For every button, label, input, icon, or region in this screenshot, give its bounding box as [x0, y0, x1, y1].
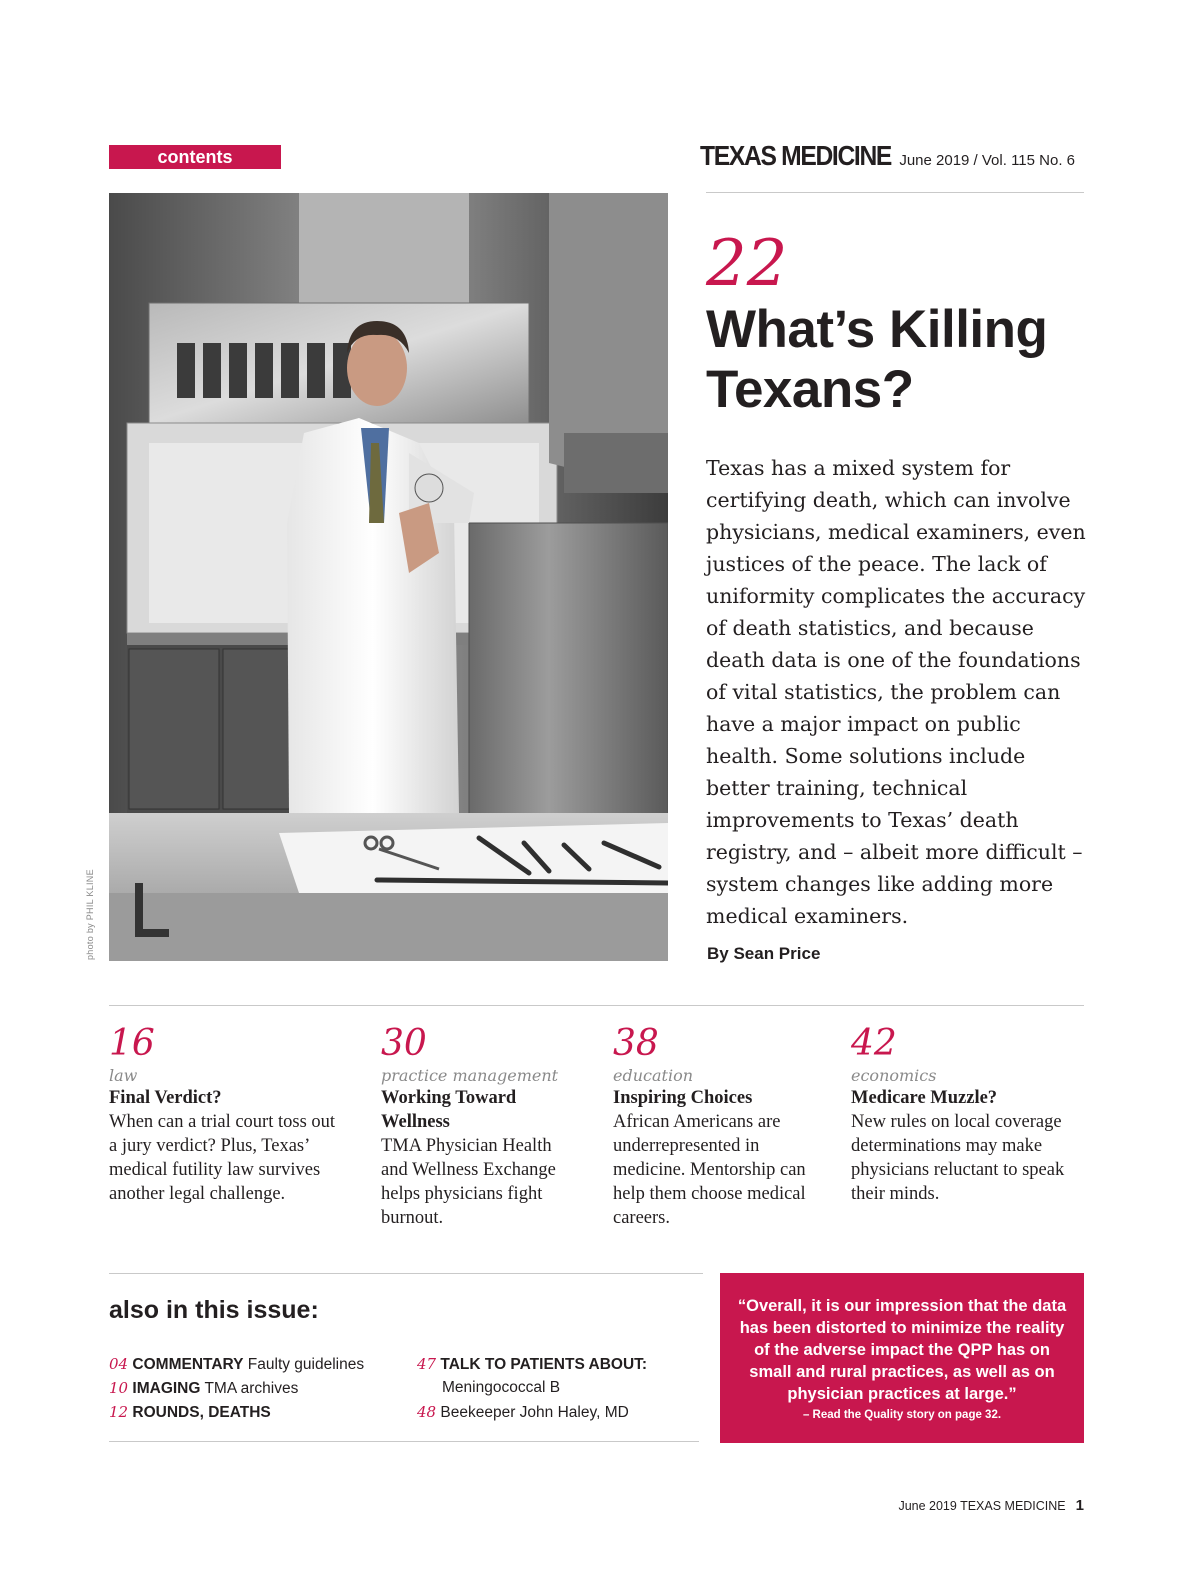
story-headline: Inspiring Choices	[613, 1088, 753, 1108]
story-dek: When can a trial court toss out a jury verdict? Plus, Texas’ medical futility law survives another legal challenge.	[109, 1112, 336, 1204]
also-item-kicker: ROUNDS, DEATHS	[132, 1404, 271, 1421]
story-headline: Medicare Muzzle?	[851, 1088, 998, 1108]
also-item-number: 12	[109, 1403, 129, 1421]
story-section: practice management	[381, 1066, 559, 1085]
pull-quote-text: “Overall, it is our impression that the data has been distorted to minimize the reality of the adverse impact the QPP has on small and rural practices, as well as on physician practices at large.”	[737, 1297, 1067, 1403]
also-item[interactable]	[417, 1352, 647, 1377]
also-item-text: TMA archives	[204, 1380, 299, 1397]
also-item[interactable]	[109, 1376, 298, 1401]
issue-info: June 2019 / Vol. 115 No. 6	[899, 152, 1075, 169]
story-page-number: 30	[381, 1023, 427, 1064]
pull-quote-box	[720, 1273, 1084, 1443]
masthead-title: TEXAS MEDICINE	[700, 140, 892, 171]
photo-credit: photo by PHIL KLINE	[85, 869, 95, 960]
also-item-number: 10	[109, 1379, 129, 1397]
pull-quote-source: – Read the Quality story on page 32.	[802, 1409, 1002, 1421]
story-card[interactable]	[851, 1022, 1087, 1206]
story-headline: Final Verdict?	[109, 1088, 222, 1108]
also-item-number: 47	[417, 1355, 437, 1373]
story-dek: African Americans are underrepresented in medicine. Mentorship can help them choose medical careers.	[613, 1112, 806, 1228]
story-section: economics	[851, 1066, 937, 1085]
feature-summary: Texas has a mixed system for certifying death, which can involve physicians, medical examiners, even justices of the peace. The lack of uniformity complicates the accuracy of death statistics, and because death data is one of the foundations of vital statistics, the problem can have a major impact on public health. Some solutions include better training, technical improvements to Texas’ death registry, and – albeit more difficult – system changes like adding more medical examiners.	[706, 456, 1086, 928]
folio	[898, 1497, 1084, 1514]
story-page-number: 16	[109, 1023, 155, 1064]
contents-tag: contents	[109, 145, 281, 169]
also-bottom-rule	[109, 1441, 699, 1442]
cover-photo	[109, 193, 668, 961]
also-item-number: 04	[109, 1355, 129, 1373]
story-dek: New rules on local coverage determinations may make physicians reluctant to speak their minds.	[851, 1112, 1065, 1204]
story-section: law	[109, 1066, 138, 1085]
header-rule	[706, 192, 1084, 193]
feature-title-line2: Texans?	[706, 360, 914, 419]
also-in-this-issue-title: also in this issue:	[109, 1296, 319, 1324]
feature-byline: By Sean Price	[707, 944, 821, 963]
feature-title[interactable]	[706, 300, 1096, 420]
also-item-text: Beekeeper John Haley, MD	[440, 1404, 629, 1421]
also-top-rule	[109, 1273, 703, 1274]
story-page-number: 38	[613, 1023, 659, 1064]
story-headline: Working Toward Wellness	[381, 1088, 517, 1132]
story-page-number: 42	[851, 1023, 897, 1064]
story-card[interactable]	[613, 1022, 833, 1230]
feature-page-number: 22	[706, 227, 788, 301]
also-item-kicker: TALK TO PATIENTS ABOUT:	[440, 1356, 648, 1373]
masthead	[674, 140, 1075, 172]
story-dek: TMA Physician Health and Wellness Exchange helps physicians fight burnout.	[381, 1136, 556, 1228]
feature-title-line1: What’s Killing	[706, 300, 1048, 359]
section-rule	[109, 1005, 1084, 1006]
also-item-text: Faulty guidelines	[247, 1356, 365, 1373]
also-item[interactable]	[417, 1400, 629, 1425]
also-item-kicker: IMAGING	[132, 1380, 201, 1397]
story-section: education	[613, 1066, 693, 1085]
story-card[interactable]	[109, 1022, 344, 1206]
also-item-number: 48	[417, 1403, 437, 1421]
folio-page-number: 1	[1075, 1497, 1084, 1514]
also-item-continuation: Meningococcal B	[442, 1379, 561, 1396]
also-item-kicker: COMMENTARY	[132, 1356, 244, 1373]
story-card[interactable]	[381, 1022, 581, 1230]
also-item[interactable]	[109, 1352, 364, 1377]
also-item[interactable]	[109, 1400, 271, 1425]
folio-text: June 2019 TEXAS MEDICINE	[898, 1499, 1066, 1513]
